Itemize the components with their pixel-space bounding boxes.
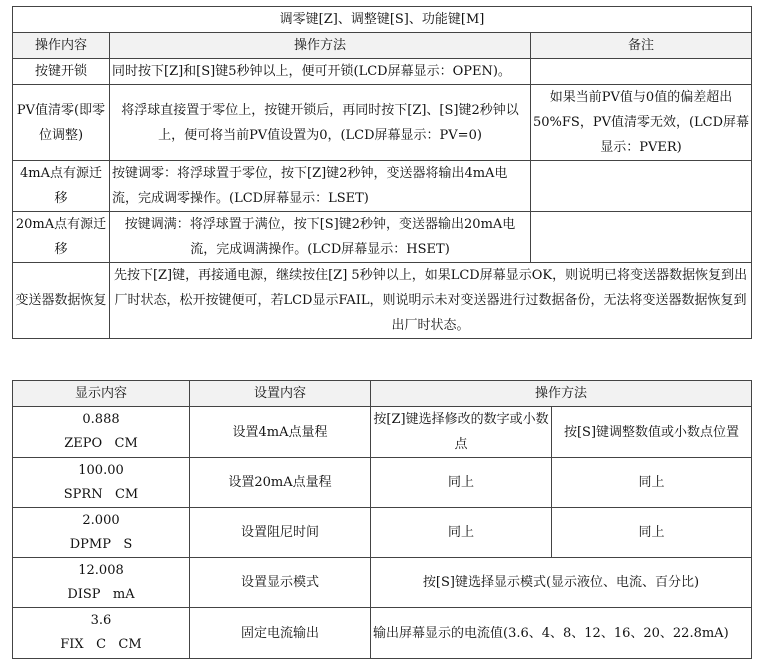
table-row [13, 508, 752, 558]
row-method: 按键调零：将浮球置于零位，按下[Z]键2秒钟，变送器将输出4mA电流，完成调零操作。(LCD屏幕显示：LSET) [110, 161, 531, 212]
method-s: 同上 [552, 508, 752, 558]
header-operation-method: 操作方法 [371, 381, 752, 407]
header-display-content: 显示内容 [13, 381, 190, 407]
table-row [13, 608, 752, 659]
method-z: 同上 [371, 508, 552, 558]
display-code: ZEPO CM [64, 436, 138, 451]
row-content: PV值清零(即零位调整) [13, 85, 110, 161]
table1-title: 调零键[Z]、调整键[S]、功能键[M] [13, 7, 752, 33]
table-row [13, 85, 752, 161]
header-operation-method: 操作方法 [110, 33, 531, 59]
table-row [13, 263, 752, 339]
key-function-table [12, 6, 752, 339]
setting-content: 设置4mA点量程 [190, 407, 371, 458]
method: 输出屏幕显示的电流值(3.6、4、8、12、16、20、22.8mA) [371, 608, 752, 659]
row-method: 将浮球直接置于零位上，按键开锁后，再同时按下[Z]、[S]键2秒钟以上，便可将当前PV值设置为0，(LCD屏幕显示：PV=0) [110, 85, 531, 161]
row-note [531, 212, 752, 263]
setting-content: 设置20mA点量程 [190, 458, 371, 508]
header-remarks: 备注 [531, 33, 752, 59]
display-code: FIX C CM [60, 637, 142, 652]
display-code: SPRN CM [63, 486, 139, 502]
row-content: 4mA点有源迁移 [13, 161, 110, 212]
row-content: 变送器数据恢复 [13, 263, 110, 339]
display-value: 12.008 [78, 562, 124, 578]
method-z: 同上 [371, 458, 552, 508]
method-z: 按[Z]键选择修改的数字或小数点 [371, 407, 552, 458]
table-row [13, 558, 752, 608]
setting-content: 设置阻尼时间 [190, 508, 371, 558]
setting-content: 设置显示模式 [190, 558, 371, 608]
setting-content: 固定电流输出 [190, 608, 371, 659]
table-row [13, 59, 752, 85]
display-cell [13, 608, 190, 659]
display-code: DISP mA [67, 586, 135, 602]
header-operation-content: 操作内容 [13, 33, 110, 59]
row-note [531, 161, 752, 212]
display-value: 3.6 [90, 613, 112, 628]
display-cell [13, 508, 190, 558]
display-settings-table [12, 380, 752, 659]
display-cell [13, 558, 190, 608]
row-method: 同时按下[Z]和[S]键5秒钟以上，便可开锁(LCD屏幕显示：OPEN)。 [110, 59, 531, 85]
display-value: 2.000 [82, 512, 120, 528]
table-row [13, 458, 752, 508]
row-note [531, 59, 752, 85]
table-row [13, 161, 752, 212]
display-cell [13, 458, 190, 508]
display-value: 0.888 [82, 412, 120, 427]
method-s: 同上 [552, 458, 752, 508]
method: 按[S]键选择显示模式(显示液位、电流、百分比) [371, 558, 752, 608]
row-content: 20mA点有源迁移 [13, 212, 110, 263]
row-method: 先按下[Z]键，再接通电源，继续按住[Z] 5秒钟以上，如果LCD屏幕显示OK，则说明已将变送器数据恢复到出厂时状态，松开按键便可，若LCD显示FAIL，则说明示未对变送器进行过数据备份，无法将变送器数据恢复到出厂时状态。 [110, 263, 752, 339]
display-cell [13, 407, 190, 458]
table-row [13, 407, 752, 458]
row-method: 按键调满：将浮球置于满位，按下[S]键2秒钟，变送器输出20mA电流，完成调满操作。(LCD屏幕显示：HSET) [110, 212, 531, 263]
header-setting-content: 设置内容 [190, 381, 371, 407]
row-content: 按键开锁 [13, 59, 110, 85]
method-s: 按[S]键调整数值或小数点位置 [552, 407, 752, 458]
table-row [13, 212, 752, 263]
display-value: 100.00 [78, 462, 124, 478]
row-note: 如果当前PV值与0值的偏差超出50%FS，PV值清零无效，(LCD屏幕显示：PVER) [531, 85, 752, 161]
display-code: DPMP S [69, 536, 133, 552]
